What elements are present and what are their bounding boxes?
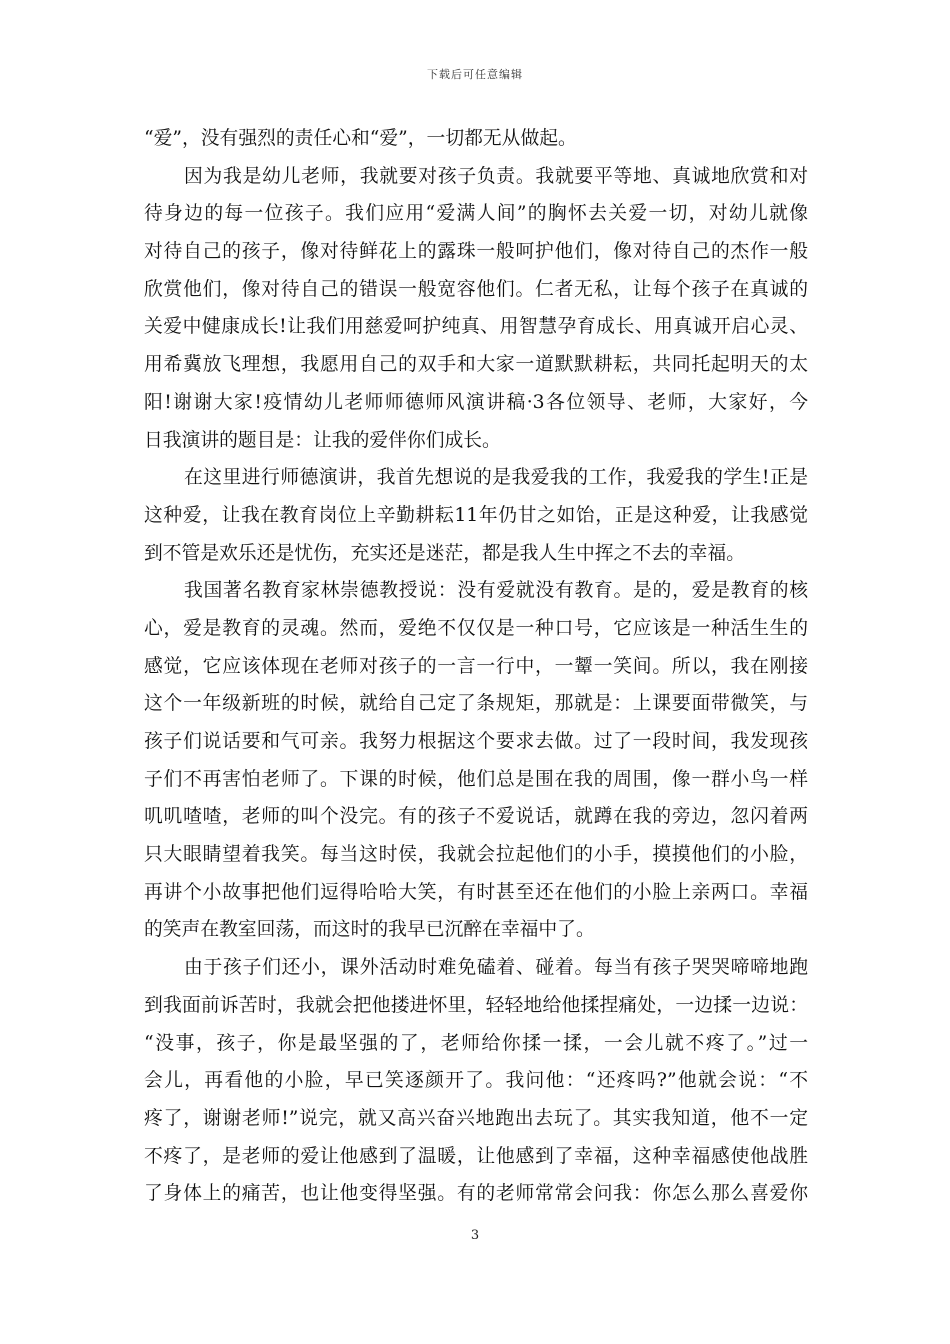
page-number: 3	[470, 1228, 480, 1243]
text-line: “爱”，没有强烈的责任心和“爱”，一切都无从做起。	[144, 128, 577, 149]
text-line: 阳!谢谢大家!疫情幼儿老师师德师风演讲稿·3各位领导、老师，大家好，今	[144, 391, 808, 413]
paragraph-start-line: 因为我是幼儿老师，我就要对孩子负责。我就要平等地、真诚地欣赏和对	[184, 165, 808, 187]
text-line: 的笑声在教室回荡，而这时的我早已沉醉在幸福中了。	[144, 919, 595, 941]
text-line: 疼了，谢谢老师!”说完，就又高兴奋兴地跑出去玩了。其实我知道，他不一定	[144, 1107, 808, 1129]
text-line: 用希冀放飞理想，我愿用自己的双手和大家一道默默耕耘，共同托起明天的太	[144, 354, 808, 376]
paragraph-start-line: 我国著名教育家林崇德教授说：没有爱就没有教育。是的，爱是教育的核	[184, 580, 808, 602]
text-line: “没事，孩子，你是最坚强的了，老师给你揉一揉，一会儿就不疼了。”过一	[144, 1032, 808, 1054]
text-line: 这个一年级新班的时候，就给自己定了条规矩，那就是：上课要面带微笑，与	[144, 693, 808, 715]
body-text	[144, 120, 808, 1213]
text-line: 待身边的每一位孩子。我们应用“爱满人间”的胸怀去关爱一切，对幼儿就像	[144, 203, 808, 225]
paragraph-start-line: 在这里进行师德演讲，我首先想说的是我爱我的工作，我爱我的学生!正是	[184, 467, 808, 489]
text-line: 心，爱是教育的灵魂。然而，爱绝不仅仅是一种口号，它应该是一种活生生的	[144, 617, 808, 639]
text-line: 再讲个小故事把他们逗得哈哈大笑，有时甚至还在他们的小脸上亲两口。幸福	[144, 881, 808, 903]
text-line: 子们不再害怕老师了。下课的时候，他们总是围在我的周围，像一群小鸟一样	[144, 768, 808, 790]
text-line: 到不管是欢乐还是忧伤，充实还是迷茫，都是我人生中挥之不去的幸福。	[144, 542, 745, 564]
text-line: 孩子们说话要和气可亲。我努力根据这个要求去做。过了一段时间，我发现孩	[144, 731, 808, 752]
text-line: 关爱中健康成长!让我们用慈爱呵护纯真、用智慧孕育成长、用真诚开启心灵、	[144, 316, 808, 338]
text-line: 到我面前诉苦时，我就会把他搂进怀里，轻轻地给他揉捏痛处，一边揉一边说：	[144, 994, 808, 1016]
text-line: 叽叽喳喳，老师的叫个没完。有的孩子不爱说话，就蹲在我的旁边，忽闪着两	[144, 806, 808, 828]
paragraph-start-line: 由于孩子们还小，课外活动时难免磕着、碰着。每当有孩子哭哭啼啼地跑	[184, 957, 808, 979]
text-line: 日我演讲的题目是：让我的爱伴你们成长。	[144, 429, 501, 451]
text-line: 会儿，再看他的小脸，早已笑逐颜开了。我问他：“还疼吗?”他就会说：“不	[144, 1070, 808, 1092]
text-line: 这种爱，让我在教育岗位上辛勤耕耘11年仍甘之如饴，正是这种爱，让我感觉	[144, 504, 808, 526]
text-line: 对待自己的孩子，像对待鲜花上的露珠一般呵护他们，像对待自己的杰作一般	[144, 241, 808, 263]
page-header-note: 下载后可任意编辑	[427, 68, 523, 81]
text-line: 不疼了，是老师的爱让他感到了温暖，让他感到了幸福，这种幸福感使他战胜	[144, 1145, 808, 1167]
text-line: 感觉，它应该体现在老师对孩子的一言一行中，一颦一笑间。所以，我在刚接	[144, 655, 808, 677]
text-line: 欣赏他们，像对待自己的错误一般宽容他们。仁者无私，让每个孩子在真诚的	[144, 278, 808, 300]
text-line: 了身体上的痛苦，也让他变得坚强。有的老师常常会问我：你怎么那么喜爱你	[144, 1183, 808, 1205]
text-line: 只大眼睛望着我笑。每当这时侯，我就会拉起他们的小手，摸摸他们的小脸，	[144, 844, 808, 866]
